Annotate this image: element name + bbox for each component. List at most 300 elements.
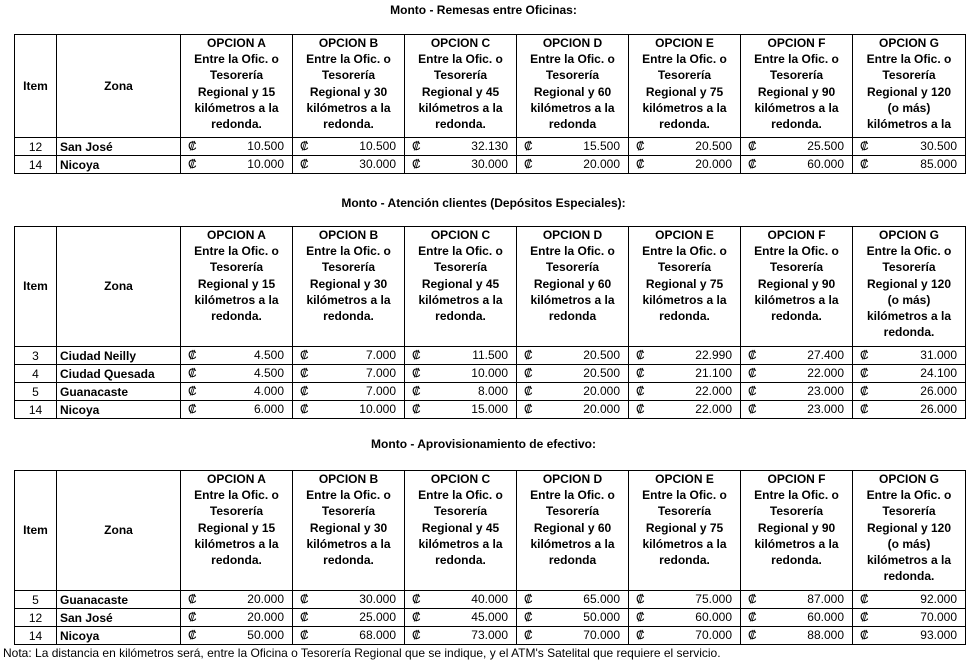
option-description-line: kilómetros a la	[642, 100, 727, 115]
amount-value: 25.000	[359, 610, 396, 624]
amount-value: 22.000	[807, 366, 844, 380]
amount-cell	[517, 383, 629, 401]
option-name: OPCION D	[542, 36, 603, 50]
option-description-line: Entre la Ofic. o	[754, 488, 839, 503]
option-description-line: Regional y 75	[645, 276, 724, 291]
amount-value: 65.000	[583, 592, 620, 606]
amount-cell	[853, 156, 966, 174]
option-description-line: Regional y 60	[533, 520, 612, 535]
amount-value: 24.100	[920, 366, 957, 380]
option-description-line: redonda.	[435, 553, 486, 568]
option-description-line: kilómetros a la	[418, 292, 503, 307]
colon-currency-icon: ₡	[300, 628, 309, 642]
option-description-line: Tesorería	[545, 504, 600, 519]
amount-value: 10.000	[471, 366, 508, 380]
option-description-line: kilómetros a la	[530, 292, 615, 307]
option-description-line: Tesorería	[209, 68, 264, 83]
amount-cell	[741, 156, 853, 174]
amount-cell	[741, 627, 853, 645]
amount-value: 87.000	[807, 592, 844, 606]
section-title-atencion: Monto - Atención clientes (Depósitos Especiales):	[341, 196, 626, 210]
colon-currency-icon: ₡	[860, 384, 869, 398]
amount-value: 23.000	[807, 402, 844, 416]
option-description-line: Tesorería	[545, 68, 600, 83]
amount-cell	[405, 365, 517, 383]
amount-value: 7.000	[365, 348, 396, 362]
table-row	[15, 401, 966, 419]
amount-cell	[181, 138, 293, 156]
table-row	[15, 609, 966, 627]
option-description-line: Regional y 120	[866, 84, 952, 99]
colon-currency-icon: ₡	[412, 348, 421, 362]
colon-currency-icon: ₡	[412, 139, 421, 153]
amount-value: 6.000	[253, 402, 284, 416]
amount-cell	[293, 365, 405, 383]
row-zona: San José	[57, 138, 181, 156]
option-description-line: Regional y 60	[533, 84, 612, 99]
option-name: OPCION G	[878, 228, 939, 242]
option-description-line: Entre la Ofic. o	[306, 52, 391, 67]
amount-value: 22.990	[695, 348, 732, 362]
amount-cell	[741, 591, 853, 609]
option-description-line: Regional y 120	[866, 276, 952, 291]
option-description-line: kilómetros a la	[418, 100, 503, 115]
option-description-line: Tesorería	[769, 260, 824, 275]
option-description-line: Regional y 15	[197, 520, 276, 535]
option-name: OPCION C	[430, 472, 491, 486]
amount-cell	[853, 627, 966, 645]
table-row	[15, 347, 966, 365]
amount-cell	[293, 347, 405, 365]
table-remesas	[14, 34, 966, 174]
colon-currency-icon: ₡	[860, 402, 869, 416]
row-zona: Guanacaste	[57, 591, 181, 609]
amount-cell	[517, 591, 629, 609]
option-description-line: kilómetros a la	[866, 553, 952, 568]
amount-cell	[293, 383, 405, 401]
amount-value: 85.000	[920, 157, 957, 171]
colon-currency-icon: ₡	[188, 628, 197, 642]
option-description-line: redonda.	[771, 553, 822, 568]
option-description-line: Entre la Ofic. o	[642, 488, 727, 503]
option-name: OPCION D	[542, 228, 603, 242]
amount-cell	[181, 401, 293, 419]
amount-value: 30.000	[471, 157, 508, 171]
option-name: OPCION B	[318, 472, 379, 486]
amount-value: 21.100	[695, 366, 732, 380]
amount-value: 20.000	[247, 592, 284, 606]
table-row	[15, 627, 966, 645]
colon-currency-icon: ₡	[188, 348, 197, 362]
option-description-line: kilómetros a la	[754, 292, 839, 307]
amount-value: 20.000	[583, 402, 620, 416]
row-item-number: 14	[15, 627, 57, 645]
amount-value: 11.500	[472, 348, 508, 362]
header-zona: Zona	[57, 227, 181, 347]
option-name: OPCION B	[318, 36, 379, 50]
amount-cell	[741, 138, 853, 156]
table-row	[15, 591, 966, 609]
amount-value: 31.000	[920, 348, 957, 362]
amount-value: 32.130	[471, 139, 508, 153]
amount-value: 20.500	[583, 366, 620, 380]
colon-currency-icon: ₡	[748, 157, 757, 171]
colon-currency-icon: ₡	[300, 402, 309, 416]
option-description-line: Regional y 45	[421, 84, 500, 99]
amount-cell	[293, 401, 405, 419]
option-description-line: redonda.	[771, 309, 822, 324]
amount-value: 60.000	[807, 610, 844, 624]
colon-currency-icon: ₡	[188, 592, 197, 606]
option-description-line: Regional y 30	[309, 520, 388, 535]
option-description-line: Regional y 90	[757, 520, 836, 535]
header-option	[293, 35, 405, 138]
amount-cell	[629, 383, 741, 401]
option-description-line: Tesorería	[657, 68, 712, 83]
amount-value: 92.000	[920, 592, 957, 606]
row-zona: Nicoya	[57, 627, 181, 645]
option-description-line: redonda.	[323, 117, 374, 132]
option-description-line: kilómetros a la	[418, 536, 503, 551]
amount-cell	[181, 627, 293, 645]
option-description-line: redonda.	[659, 117, 710, 132]
amount-cell	[405, 347, 517, 365]
footnote: Nota: La distancia en kilómetros será, entre la Oficina o Tesorería Regional que se indique, y el ATM's Satelital que requiere el servicio.	[3, 646, 721, 660]
amount-cell	[293, 591, 405, 609]
amount-value: 70.000	[583, 628, 620, 642]
amount-value: 10.500	[247, 139, 284, 153]
colon-currency-icon: ₡	[412, 157, 421, 171]
row-item-number: 14	[15, 401, 57, 419]
option-description-line: redonda.	[435, 117, 486, 132]
option-name: OPCION B	[318, 228, 379, 242]
header-item: Item	[15, 35, 57, 138]
amount-cell	[293, 138, 405, 156]
amount-cell	[741, 383, 853, 401]
header-option	[741, 35, 853, 138]
option-description-line: Tesorería	[433, 68, 488, 83]
option-description-line: Entre la Ofic. o	[418, 52, 503, 67]
row-zona: Ciudad Quesada	[57, 365, 181, 383]
option-description-line: Entre la Ofic. o	[306, 488, 391, 503]
amount-value: 7.000	[365, 384, 396, 398]
colon-currency-icon: ₡	[412, 610, 421, 624]
colon-currency-icon: ₡	[188, 384, 197, 398]
colon-currency-icon: ₡	[412, 366, 421, 380]
colon-currency-icon: ₡	[860, 610, 869, 624]
amount-cell	[517, 365, 629, 383]
amount-value: 20.000	[583, 384, 620, 398]
amount-value: 45.000	[471, 610, 508, 624]
colon-currency-icon: ₡	[300, 384, 309, 398]
header-option	[853, 35, 966, 138]
option-description-line: Tesorería	[882, 68, 936, 83]
amount-value: 50.000	[247, 628, 284, 642]
option-description-line: redonda.	[659, 309, 710, 324]
header-option	[629, 471, 741, 591]
option-description-line: redonda.	[883, 569, 935, 584]
option-description-line: (o más)	[887, 536, 931, 551]
amount-value: 70.000	[695, 628, 732, 642]
amount-cell	[181, 365, 293, 383]
amount-value: 60.000	[807, 157, 844, 171]
amount-value: 26.000	[920, 384, 957, 398]
header-zona: Zona	[57, 471, 181, 591]
option-description-line: kilómetros a la	[194, 536, 279, 551]
amount-cell	[517, 138, 629, 156]
option-description-line: redonda	[548, 553, 597, 568]
colon-currency-icon: ₡	[524, 402, 533, 416]
amount-cell	[853, 591, 966, 609]
colon-currency-icon: ₡	[524, 157, 533, 171]
option-description-line: redonda.	[771, 117, 822, 132]
colon-currency-icon: ₡	[188, 139, 197, 153]
option-name: OPCION C	[430, 228, 491, 242]
amount-cell	[181, 156, 293, 174]
colon-currency-icon: ₡	[412, 384, 421, 398]
amount-value: 15.000	[471, 402, 508, 416]
amount-cell	[741, 401, 853, 419]
colon-currency-icon: ₡	[300, 348, 309, 362]
colon-currency-icon: ₡	[636, 402, 645, 416]
option-description-line: Tesorería	[209, 504, 264, 519]
option-description-line: Regional y 15	[197, 276, 276, 291]
colon-currency-icon: ₡	[860, 592, 869, 606]
option-description-line: kilómetros a la	[866, 117, 952, 132]
table-row	[15, 138, 966, 156]
amount-value: 10.000	[359, 402, 396, 416]
option-description-line: kilómetros a la	[306, 292, 391, 307]
colon-currency-icon: ₡	[860, 628, 869, 642]
option-description-line: Entre la Ofic. o	[866, 244, 952, 259]
option-description-line: Regional y 45	[421, 276, 500, 291]
header-option	[629, 227, 741, 347]
option-description-line: Tesorería	[321, 504, 376, 519]
amount-value: 20.000	[695, 157, 732, 171]
option-description-line: (o más)	[887, 292, 931, 307]
option-description-line: Tesorería	[882, 504, 936, 519]
amount-cell	[629, 609, 741, 627]
amount-value: 26.000	[920, 402, 957, 416]
option-description-line: kilómetros a la	[642, 536, 727, 551]
option-name: OPCION G	[878, 36, 939, 50]
colon-currency-icon: ₡	[748, 366, 757, 380]
amount-value: 20.000	[247, 610, 284, 624]
colon-currency-icon: ₡	[860, 366, 869, 380]
colon-currency-icon: ₡	[636, 348, 645, 362]
colon-currency-icon: ₡	[412, 592, 421, 606]
row-item-number: 3	[15, 347, 57, 365]
option-description-line: redonda.	[211, 309, 262, 324]
colon-currency-icon: ₡	[636, 628, 645, 642]
table-atencion	[14, 226, 966, 419]
option-description-line: kilómetros a la	[306, 100, 391, 115]
colon-currency-icon: ₡	[300, 366, 309, 380]
colon-currency-icon: ₡	[748, 402, 757, 416]
amount-value: 30.500	[920, 139, 957, 153]
amount-cell	[629, 138, 741, 156]
amount-cell	[517, 401, 629, 419]
row-item-number: 12	[15, 609, 57, 627]
amount-cell	[405, 138, 517, 156]
option-description-line: kilómetros a la	[754, 100, 839, 115]
option-description-line: Tesorería	[433, 260, 488, 275]
option-name: OPCION C	[430, 36, 491, 50]
colon-currency-icon: ₡	[636, 366, 645, 380]
option-description-line: Regional y 90	[757, 84, 836, 99]
header-option	[405, 471, 517, 591]
amount-cell	[853, 383, 966, 401]
row-item-number: 4	[15, 365, 57, 383]
option-description-line: redonda.	[211, 553, 262, 568]
option-description-line: Entre la Ofic. o	[530, 244, 615, 259]
header-option	[293, 227, 405, 347]
option-description-line: Tesorería	[433, 504, 488, 519]
amount-value: 10.000	[247, 157, 284, 171]
option-description-line: kilómetros a la	[754, 536, 839, 551]
option-name: OPCION F	[767, 228, 826, 242]
colon-currency-icon: ₡	[748, 139, 757, 153]
option-description-line: redonda.	[323, 553, 374, 568]
amount-cell	[853, 365, 966, 383]
option-description-line: Entre la Ofic. o	[642, 244, 727, 259]
header-option	[293, 471, 405, 591]
option-description-line: Entre la Ofic. o	[306, 244, 391, 259]
amount-cell	[293, 627, 405, 645]
amount-cell	[629, 365, 741, 383]
option-name: OPCION F	[767, 36, 826, 50]
amount-value: 23.000	[807, 384, 844, 398]
option-description-line: Regional y 75	[645, 84, 724, 99]
colon-currency-icon: ₡	[412, 628, 421, 642]
colon-currency-icon: ₡	[188, 610, 197, 624]
option-description-line: redonda.	[211, 117, 262, 132]
option-description-line: kilómetros a la	[642, 292, 727, 307]
amount-cell	[629, 627, 741, 645]
option-description-line: kilómetros a la	[866, 309, 952, 324]
colon-currency-icon: ₡	[636, 157, 645, 171]
amount-cell	[741, 365, 853, 383]
row-item-number: 14	[15, 156, 57, 174]
option-description-line: Entre la Ofic. o	[418, 244, 503, 259]
option-description-line: Regional y 90	[757, 276, 836, 291]
amount-cell	[517, 156, 629, 174]
header-item: Item	[15, 227, 57, 347]
option-description-line: Entre la Ofic. o	[194, 488, 279, 503]
colon-currency-icon: ₡	[860, 139, 869, 153]
amount-cell	[741, 609, 853, 627]
section-title-remesas: Monto - Remesas entre Oficinas:	[390, 3, 577, 17]
option-description-line: Regional y 15	[197, 84, 276, 99]
header-zona: Zona	[57, 35, 181, 138]
amount-value: 20.500	[583, 348, 620, 362]
amount-cell	[517, 347, 629, 365]
amount-cell	[405, 383, 517, 401]
row-zona: Nicoya	[57, 401, 181, 419]
option-description-line: Regional y 120	[866, 520, 952, 535]
row-item-number: 5	[15, 383, 57, 401]
row-zona: Ciudad Neilly	[57, 347, 181, 365]
colon-currency-icon: ₡	[636, 592, 645, 606]
amount-value: 40.000	[471, 592, 508, 606]
header-option	[629, 35, 741, 138]
row-zona: San José	[57, 609, 181, 627]
colon-currency-icon: ₡	[636, 610, 645, 624]
option-description-line: Entre la Ofic. o	[754, 52, 839, 67]
amount-cell	[405, 627, 517, 645]
option-name: OPCION A	[207, 36, 266, 50]
header-option	[517, 35, 629, 138]
option-name: OPCION E	[655, 36, 714, 50]
colon-currency-icon: ₡	[524, 628, 533, 642]
colon-currency-icon: ₡	[748, 628, 757, 642]
amount-value: 20.000	[583, 157, 620, 171]
colon-currency-icon: ₡	[300, 139, 309, 153]
row-item-number: 5	[15, 591, 57, 609]
colon-currency-icon: ₡	[188, 366, 197, 380]
colon-currency-icon: ₡	[524, 366, 533, 380]
option-name: OPCION F	[767, 472, 826, 486]
option-description-line: Tesorería	[882, 260, 936, 275]
amount-value: 4.500	[253, 348, 284, 362]
colon-currency-icon: ₡	[300, 157, 309, 171]
amount-value: 70.000	[920, 610, 957, 624]
amount-value: 10.500	[359, 139, 396, 153]
option-name: OPCION E	[655, 472, 714, 486]
amount-value: 20.500	[695, 139, 732, 153]
option-description-line: Entre la Ofic. o	[194, 52, 279, 67]
option-description-line: Entre la Ofic. o	[754, 244, 839, 259]
amount-value: 22.000	[695, 402, 732, 416]
amount-cell	[181, 609, 293, 627]
amount-value: 22.000	[695, 384, 732, 398]
table-aprovisionamiento	[14, 470, 966, 645]
colon-currency-icon: ₡	[524, 610, 533, 624]
colon-currency-icon: ₡	[524, 348, 533, 362]
option-description-line: Regional y 30	[309, 276, 388, 291]
amount-value: 7.000	[365, 366, 396, 380]
amount-cell	[517, 609, 629, 627]
amount-value: 75.000	[695, 592, 732, 606]
colon-currency-icon: ₡	[412, 402, 421, 416]
header-option	[853, 227, 966, 347]
amount-value: 4.000	[253, 384, 284, 398]
colon-currency-icon: ₡	[860, 348, 869, 362]
amount-cell	[629, 347, 741, 365]
amount-cell	[181, 383, 293, 401]
header-option	[181, 35, 293, 138]
option-description-line: Entre la Ofic. o	[642, 52, 727, 67]
option-name: OPCION D	[542, 472, 603, 486]
option-name: OPCION A	[207, 228, 266, 242]
amount-value: 15.500	[583, 139, 620, 153]
amount-cell	[293, 156, 405, 174]
option-description-line: redonda.	[883, 325, 935, 340]
amount-cell	[853, 138, 966, 156]
amount-value: 27.400	[807, 348, 844, 362]
amount-value: 4.500	[253, 366, 284, 380]
option-description-line: Regional y 30	[309, 84, 388, 99]
option-description-line: redonda	[548, 309, 597, 324]
row-item-number: 12	[15, 138, 57, 156]
amount-value: 8.000	[477, 384, 508, 398]
option-description-line: redonda.	[659, 553, 710, 568]
option-description-line: kilómetros a la	[530, 100, 615, 115]
option-name: OPCION G	[878, 472, 939, 486]
header-option	[517, 227, 629, 347]
option-description-line: Entre la Ofic. o	[194, 244, 279, 259]
amount-cell	[853, 401, 966, 419]
